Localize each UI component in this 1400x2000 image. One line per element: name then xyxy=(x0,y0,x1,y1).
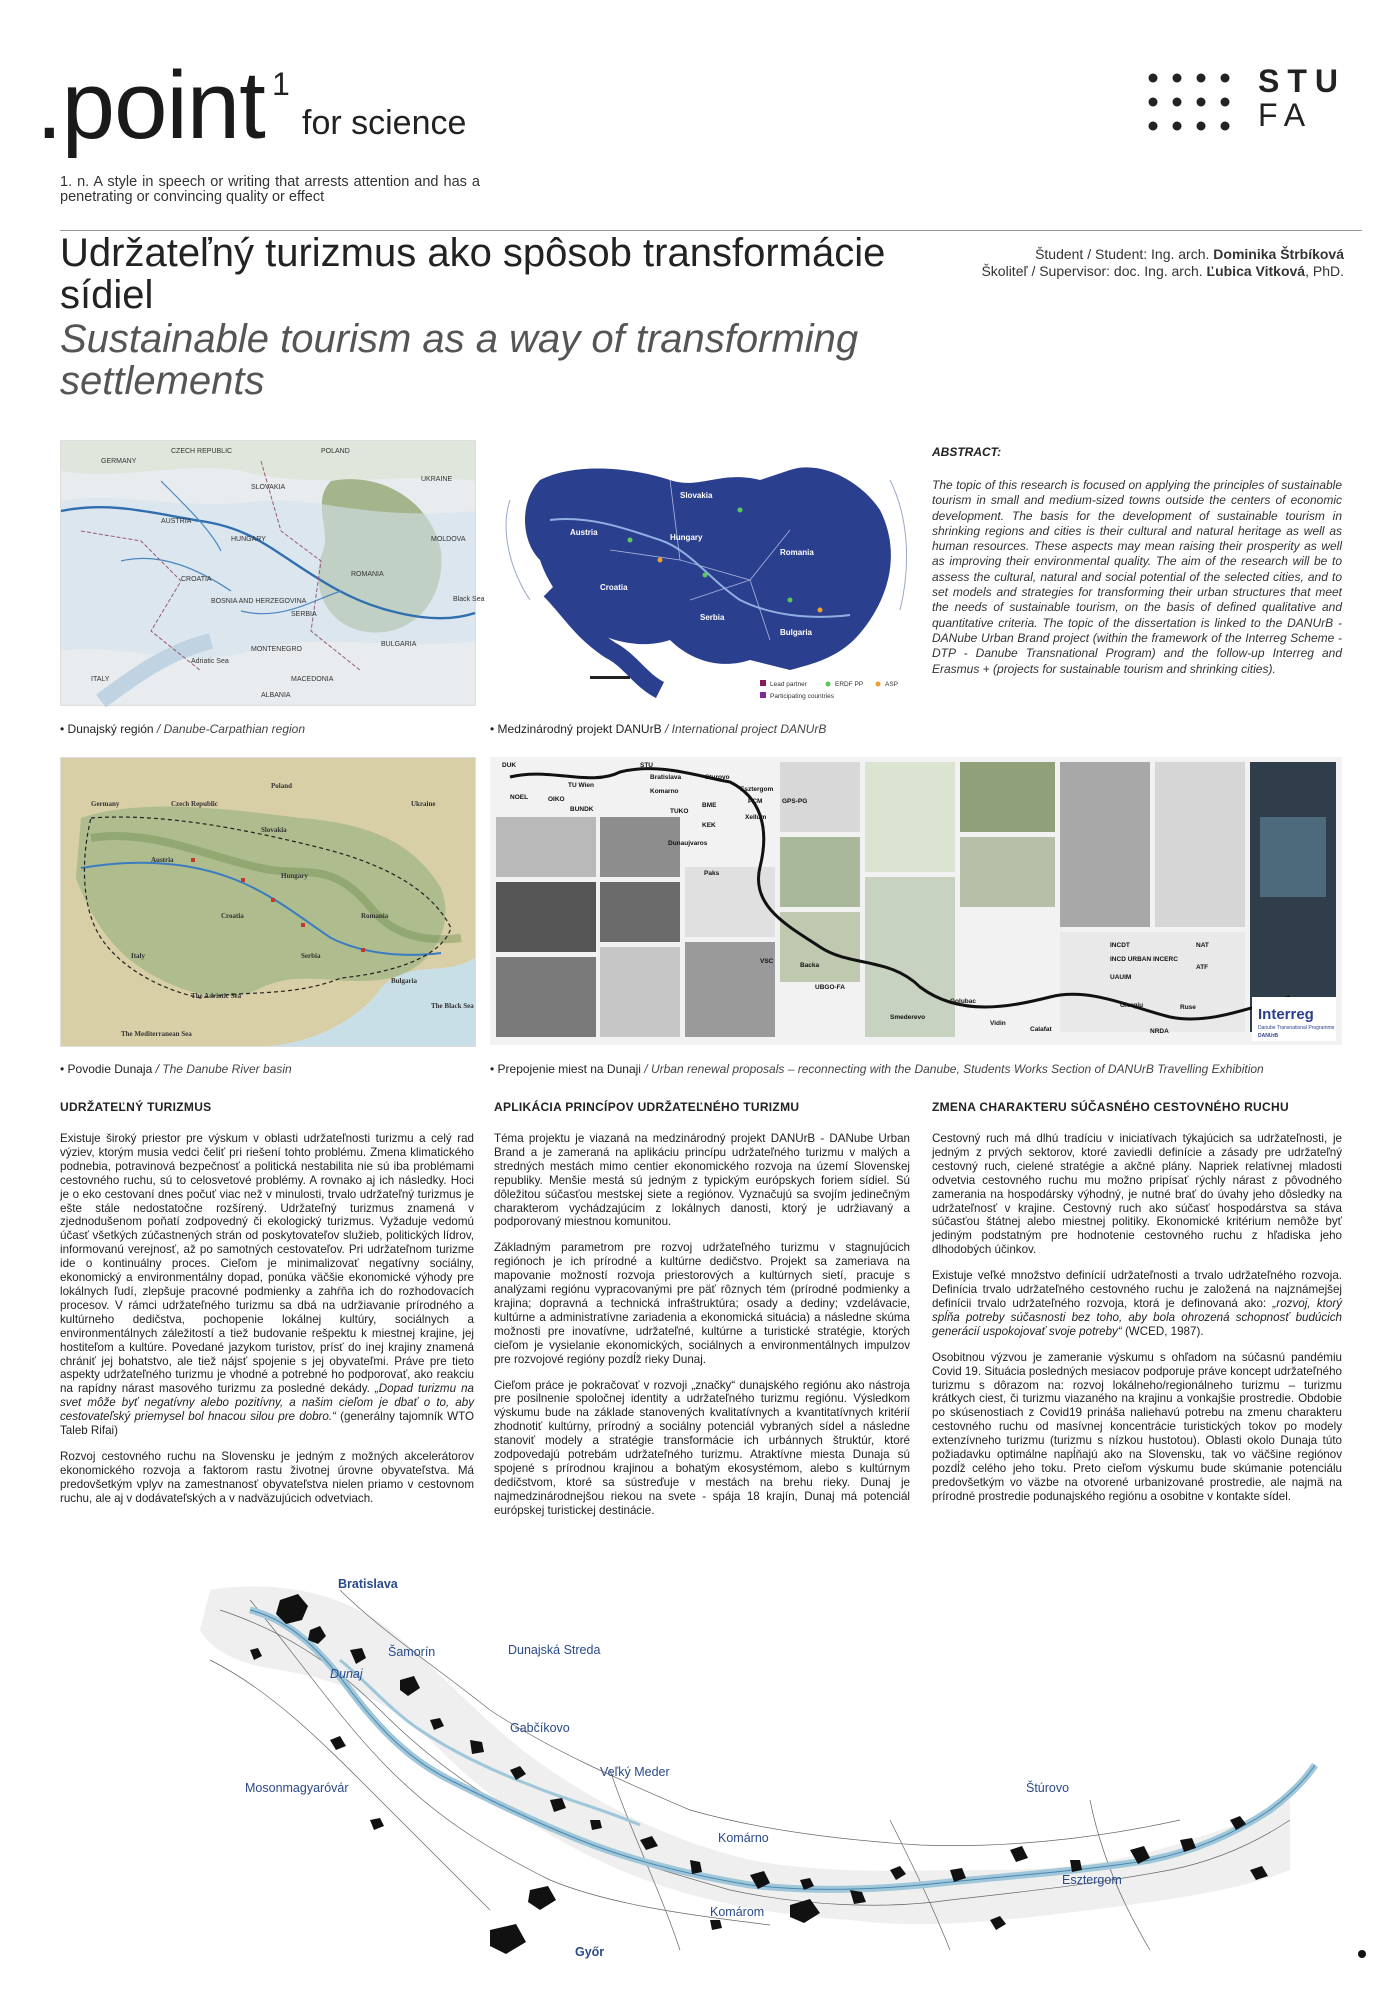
map2-label-serbia: Serbia xyxy=(700,613,725,622)
map3-label-austria: Austria xyxy=(151,856,174,864)
map2-label-austria: Austria xyxy=(570,528,598,537)
map3-label-serbia: Serbia xyxy=(301,952,321,960)
map1-label-czech: CZECH REPUBLIC xyxy=(171,448,233,455)
collage-interreg-danurb: DANUrB xyxy=(1258,1033,1278,1039)
bottom-map-label-dunajska-streda: Dunajská Streda xyxy=(508,1643,601,1657)
col1-paragraph-1 xyxy=(60,1132,474,1438)
map2-legend-countries: Participating countries xyxy=(770,693,834,700)
column-changing-tourism xyxy=(932,1100,1342,1516)
caption-danube-basin xyxy=(60,1062,292,1076)
map1-label-germany: GERMANY xyxy=(101,458,137,465)
collage-tag-giurgiu: Giurgiu xyxy=(1120,1002,1144,1009)
collage-tag-uauim: UAUIM xyxy=(1110,974,1132,981)
bottom-map-label-esztergom: Esztergom xyxy=(1062,1873,1122,1887)
map2-label-bulgaria: Bulgaria xyxy=(780,628,813,637)
col2-body xyxy=(494,1132,910,1518)
map2-label-romania: Romania xyxy=(780,548,814,557)
map3-label-bulgaria: Bulgaria xyxy=(391,977,418,985)
bottom-map-label-gyor: Győr xyxy=(575,1945,605,1959)
danurb-project-map-graphic xyxy=(490,440,920,704)
map3-label-romania: Romania xyxy=(361,912,389,920)
col1-p1-quote: „Dopad turizmu na svet môže byť negatívny alebo pozitívny, a našim cieľom je dbať o to, aby cestovateľský priemysel bol hnacou silou pre dobro.“ xyxy=(60,1382,474,1424)
collage-tag-duk: DUK xyxy=(502,762,517,769)
bottom-map-label-velky-meder: Veľký Meder xyxy=(600,1765,670,1779)
col3-p2-tail: (WCED, 1987). xyxy=(1121,1324,1204,1338)
col3-paragraph-1: Cestovný ruch má dlhú tradíciu v iniciatívach týkajúcich sa udržateľnosti, je jedným z prvých sektorov, ktoré zaviedli definície a zásady pre udržateľný cestovný ruch, cielené stratégie a akčné plány. Napriek relatívnej mladosti odvetvia cestovného ruchu mu možno pripísať rýchly nárast z pôvodného zamerania na hospodársky výhodný, je nutné brať do úvahy jeho dôsledky na udržateľnosť v krajine. Cestovný ruch ako súčasť hospodárstva sa stáva súčasťou štátnej alebo miestnej politiky. Ekonomické kritérium nemôže byť jediným podstatným pre hodnotenie cestovného ruchu z hľadiska jeho dlhodobých účinkov. xyxy=(932,1132,1342,1257)
danube-settlements-map xyxy=(190,1570,1350,1980)
map1-label-ukraine: UKRAINE xyxy=(421,476,453,483)
collage-tag-incd-urban: INCD URBAN INCERC xyxy=(1110,956,1178,963)
collage-tag-backa: Backa xyxy=(800,962,820,969)
collage-tag-atf: ATF xyxy=(1196,964,1209,971)
map3-label-mediterranean: The Mediterranean Sea xyxy=(121,1030,192,1038)
collage-tag-smederevo: Smederevo xyxy=(890,1014,926,1021)
student-line xyxy=(900,246,1344,263)
map1-label-black-sea: Black Sea xyxy=(453,596,485,603)
collage-tag-golubac: Golubac xyxy=(950,998,977,1005)
col3-paragraph-2 xyxy=(932,1269,1342,1339)
bottom-map-label-mosonmagyarovar: Mosonmagyaróvár xyxy=(245,1781,349,1795)
collage-tag-tuwien: TU Wien xyxy=(568,782,594,789)
map3-label-ukraine: Ukraine xyxy=(411,800,436,808)
caption-urban-renewal-sk: • Prepojenie miest na Dunaji xyxy=(490,1062,641,1076)
abstract-text: The topic of this research is focused on applying the principles of sustainable tourism in small and medium-sized towns outside the centers of economic development. The basis for the development of sustainable tourism in shrinking regions and cities is their cultural and natural heritage as well as human resources. These aspects may mean raising their prosperity as well as improving their environmental quality. The aim of the research will be to assess the cultural, natural and social potential of the selected cities, and to set models and strategies for transforming their urban structures that meet the needs of sustainable tourism, on the basis of defined qualitative and quantitative criteria. The topic of the dissertation is linked to the DANUrB - DANube Urban Brand project (within the framework of the Interreg Scheme - DTP - Danube Transnational Program) and the follow-up Interreg and Erasmus + (projects for sustainable tourism and shrinking cities). xyxy=(932,478,1342,676)
map3-label-czech: Czech Republic xyxy=(171,800,218,808)
danube-carpathian-map xyxy=(60,440,485,706)
map1-label-montenegro: MONTENEGRO xyxy=(251,646,302,653)
map2-legend-asp: ASP xyxy=(885,681,899,688)
col1-heading: UDRŽATEĽNÝ TURIZMUS xyxy=(60,1100,212,1114)
corner-dot xyxy=(1358,1950,1366,1958)
stu-logo-line1: STU xyxy=(1258,63,1346,99)
collage-tag-gpspg: GPS-PG xyxy=(782,798,808,805)
collage-tag-bratislava: Bratislava xyxy=(650,774,682,781)
map3-label-hungary: Hungary xyxy=(281,872,308,880)
map1-label-bulgaria: BULGARIA xyxy=(381,641,417,648)
urban-renewal-collage xyxy=(490,757,1342,1045)
collage-tag-ruse: Ruse xyxy=(1180,1004,1196,1011)
stu-fa-logo xyxy=(1258,64,1346,132)
map1-label-moldova: MOLDOVA xyxy=(431,536,466,543)
danube-settlements-map-graphic xyxy=(190,1570,1350,1980)
collage-tag-nrda: NRDA xyxy=(1150,1028,1169,1035)
caption-danube-basin-en: / The Danube River basin xyxy=(152,1062,292,1076)
collage-tag-vidin: Vidin xyxy=(990,1020,1006,1027)
map1-label-bosnia: BOSNIA AND HERZEGOVINA xyxy=(211,598,307,605)
map1-label-albania: ALBANIA xyxy=(261,692,291,699)
collage-tag-pcm: PCM xyxy=(748,798,763,805)
collage-tag-paks: Paks xyxy=(704,870,720,877)
bottom-map-label-sturovo: Štúrovo xyxy=(1026,1781,1070,1795)
collage-tag-calafat: Calafat xyxy=(1030,1026,1052,1033)
caption-danurb-project-en: / International project DANUrB xyxy=(661,722,827,736)
col3-p2-text: Existuje veľké množstvo definícií udržateľnosti a trvalo udržateľného rozvoja. Definícia trvalo udržateľného cestovného ruchu je založená na najznámejšej definícii trvalo udržateľného rozvoja, ktorá je definovaná ako: xyxy=(932,1269,1342,1310)
author-block xyxy=(900,246,1344,280)
map3-label-italy: Italy xyxy=(131,952,145,960)
col3-paragraph-3: Osobitnou výzvou je zameranie výskumu s ohľadom na súčasnú pandémiu Covid 19. Situácia posledných mesiacov podporuje práve koncept udržateľného turizmu s dôrazom na: rozvoj lokálneho/regionálneho turizmu – turizmu krátkych ciest, či turizmu viazaného na krajinu a vonkajšie prostredie. Obdobie po skúsenostiach z Covid19 prináša naliehavú potrebu na zmenu charakteru cestovného ruchu od masívnej koncentrácie turistických tokov po modely extenzívneho turizmu (turizmu s nízkou hustotou). Oblasti okolo Dunaja túto požiadavku optimálne napĺňajú ako na Slovensku, tak vo väčšine regiónov pozdĺž celého jeho toku. Preto cieľom výskumu bude skúmanie potenciálu predovšetkým vo väzbe na otvorené urbanizované prostredie, ale najmä na prírodné prostredie podunajského regiónu a osobitne v kontakte sídel. xyxy=(932,1350,1342,1503)
bottom-map-label-dunaj: Dunaj xyxy=(330,1667,363,1681)
caption-danube-region xyxy=(60,722,305,736)
collage-tag-nat: NAT xyxy=(1196,942,1209,949)
danube-carpathian-map-graphic xyxy=(61,441,485,705)
logo-superscript: 1 xyxy=(272,66,290,102)
map1-label-adriatic: Adriatic Sea xyxy=(191,658,229,665)
danurb-project-map xyxy=(490,440,920,704)
collage-tag-vsc: VSC xyxy=(760,958,774,965)
caption-danurb-project xyxy=(490,722,826,736)
stu-logo-line2: FA xyxy=(1258,97,1314,133)
col3-p2-quote: „rozvoj, ktorý spĺňa potreby súčasnosti bez toho, aby bola ohrozená schopnosť budúcich generácií uspokojovať svoje potreby“ xyxy=(932,1296,1343,1338)
map3-label-slovakia: Slovakia xyxy=(261,826,287,834)
col2-paragraph-2: Základným parametrom pre rozvoj udržateľného turizmu v stagnujúcich regiónoch je ich prírodné a kultúrne dedičstvo. Projekt sa zameriava na mapovanie možností rozvoja priestorových a kultúrnych sietí, pracuje s analýzami regiónu vypracovanými pre päť rôznych tém (prírodné podmienky a krajina; dopravná a technická infraštruktúra; osady a dediny; vzdelávacie, kultúrne a administratívne zariadenia a ekonomická situácia) a následne skúma možnosti pre inovatívne, udržateľné, kultúrne a turistické stratégie, ktorých cieľom je vysielanie ekonomických, sociálnych a environmentálnych impulzov pre rozvojové regióny pozdĺž rieky Dunaj. xyxy=(494,1241,910,1366)
collage-interreg-logo: Interreg xyxy=(1258,1006,1314,1023)
col1-body xyxy=(60,1132,474,1506)
map2-label-hungary: Hungary xyxy=(670,533,703,542)
map3-label-germany: Germany xyxy=(91,800,120,808)
student-label: Študent / Student: Ing. arch. xyxy=(1035,246,1214,262)
danube-basin-map-graphic xyxy=(61,758,475,1046)
danube-basin-map xyxy=(60,757,476,1047)
col1-p1-tail: (generálny tajomník WTO Taleb Rifai) xyxy=(60,1410,474,1438)
map1-label-croatia: CROATIA xyxy=(181,576,212,583)
student-name: Dominika Štrbíková xyxy=(1213,246,1344,262)
map3-label-adriatic: The Adriatic Sea xyxy=(191,992,242,1000)
logo-wordmark: .point xyxy=(36,52,265,159)
caption-urban-renewal-en: / Urban renewal proposals – reconnecting with the Danube, Students Works Section of DANUrB Travelling Exhibition xyxy=(640,1062,1264,1076)
map1-label-romania: ROMANIA xyxy=(351,571,384,578)
collage-tag-bme: BME xyxy=(702,802,717,809)
collage-tag-xellum: Xellum xyxy=(745,814,767,821)
definition-text: 1. n. A style in speech or writing that arrests attention and has a penetrating or convincing quality or effect xyxy=(60,174,480,205)
col3-body xyxy=(932,1132,1342,1504)
supervisor-label: Školiteľ / Supervisor: doc. Ing. arch. xyxy=(981,263,1207,279)
map2-legend-lead: Lead partner xyxy=(770,681,807,688)
caption-danurb-project-sk: • Medzinárodný projekt DANUrB xyxy=(490,722,662,736)
logo-for-science: for science xyxy=(302,104,467,142)
col2-heading: APLIKÁCIA PRINCÍPOV UDRŽATEĽNÉHO TURIZMU xyxy=(494,1100,800,1114)
abstract-heading: ABSTRACT: xyxy=(932,445,1002,459)
map3-label-poland: Poland xyxy=(271,782,293,790)
caption-urban-renewal xyxy=(490,1062,1264,1076)
collage-tag-esztergom: Esztergom xyxy=(740,786,774,793)
supervisor-name: Ľubica Vitková xyxy=(1206,263,1306,279)
column-sustainable-tourism xyxy=(60,1100,474,1518)
col1-paragraph-2: Rozvoj cestovného ruchu na Slovensku je jedným z možných akcelerátorov ekonomického rozvoja a faktorom rastu životnej úrovne obyvateľstva. Má predovšetkým vplyv na zamestnanosť obyvateľstva nielen priamo v cestovnom ruchu, ale aj v dodávateľských a v nadväzujúcich odvetviach. xyxy=(60,1449,474,1505)
caption-danube-region-en: / Danube-Carpathian region xyxy=(153,722,306,736)
collage-tag-bundk: BUNDK xyxy=(570,806,594,813)
map1-label-italy: ITALY xyxy=(91,676,110,683)
collage-tag-komarno: Komarno xyxy=(650,788,679,795)
map3-label-croatia: Croatia xyxy=(221,912,244,920)
collage-tag-dunaujvaros: Dunaujvaros xyxy=(668,840,708,847)
map1-label-hungary: HUNGARY xyxy=(231,536,266,543)
caption-danube-region-sk: • Dunajský región xyxy=(60,722,154,736)
col1-p1-text: Existuje široký priestor pre výskum v oblasti udržateľnosti turizmu a celý rad výziev, ktorým musia vedci čeliť pri riešení tohto problému. Zmena klimatického podnebia, potravinová bezpečnosť a politická nestabilita nie sú iba problémami cestovného ruchu, sú to celosvetové problémy. A rovnako aj ich následky. Hoci je o eko cestovaní dnes počuť viac než v minulosti, trvalo udržateľný turizmus je ešte stále nedostatočne rozšírený. Udržateľný turizmus znamená v zjednodušenom poňatí zodpovedný či ekologický turizmus. Vyžaduje vedomú účasť všetkých zúčastnených strán od poskytovateľov služieb, politických lídrov, informovanú verejnosť, až po samotných cestovateľov. Pri udržateľnom turizme ide o kontinuálny proces. Cieľom je minimalizovať negatívny sociálny, ekonomický a environmentálny dopad, ponúka väčšie ekonomické výhody pre lokálnych ľudí, zlepšuje pracovné podmienky a zahŕňa ich do rozhodovacích procesov. V rámci udržateľného turizmu sa dbá na udržiavanie prírodného a kultúrneho dedičstva, pochopenie lokálnej kultúry, sociálnych a environmentálnych záležitostí a tiež budovanie rešpektu k miestnej krajine, jej hostiteľom a kultúre. Povedané jazykom turistov, prísť do inej krajiny znamená chrániť jej bohatstvo, ale tiež nájsť spojenie s jej obyvateľmi. Práve pre tieto aspekty udržateľného turizmu je vhodné a potrebné ho podporovať, ako reakciu na rapídny nárast masového turizmu za posledné dekády. xyxy=(60,1132,474,1396)
bottom-map-label-bratislava: Bratislava xyxy=(338,1577,398,1591)
column-applying-principles xyxy=(494,1100,910,1530)
collage-tag-sturovo: Sturovo xyxy=(705,774,730,781)
title-slovak: Udržateľný turizmus ako spôsob transformácie sídiel xyxy=(60,231,886,317)
collage-tag-kek: KEK xyxy=(702,822,716,829)
map3-label-black-sea: The Black Sea xyxy=(431,1002,474,1010)
map1-label-austria: AUSTRIA xyxy=(161,518,192,525)
col2-paragraph-3: Cieľom práce je pokračovať v rozvoji „značky“ dunajského regiónu ako nástroja pre posilnenie spoločnej identity a udržateľného turizmu regiónu. Výsledkom výskumu bude na základe stanovených kvalitatívnych a kvantitatívnych kritérií zhodnotiť kultúrny, prírodný a sociálny potenciál vybraných sídel a následne stanoviť modely a stratégie transformácie ich urbánnych štruktúr, ktoré zodpovedajú potrebám udržateľného turizmu. Atraktívne miesta Dunaja sú spojené s prírodnou krajinou a bohatým ekosystémom, alebo s kultúrnym dedičstvom, ktoré sa sústreďuje v mestách na brehu rieky. Dunaj je najmedzinárodnejšou riekou na svete - spája 18 krajín, Dunaj má potenciál európskej turistickej destinácie. xyxy=(494,1378,910,1517)
collage-tag-noel: NOEL xyxy=(510,794,529,801)
bottom-map-label-komarno: Komárno xyxy=(718,1831,769,1845)
urban-renewal-collage-graphic xyxy=(490,757,1342,1045)
map2-label-croatia: Croatia xyxy=(600,583,628,592)
map1-label-slovakia: SLOVAKIA xyxy=(251,484,286,491)
collage-tag-tuko: TUKO xyxy=(670,808,689,815)
map1-label-poland: POLAND xyxy=(321,448,350,455)
bottom-map-label-samorin: Šamorín xyxy=(388,1645,436,1659)
map2-legend-erdf: ERDF PP xyxy=(835,681,864,688)
collage-tag-ubgofa: UBGO-FA xyxy=(815,984,845,991)
col2-paragraph-1: Téma projektu je viazaná na medzinárodný projekt DANUrB - DANube Urban Brand a je zameraná na aplikáciu princípu udržateľného turizmu v malých a stredných mestách mimo centier ekonomického rozvoja na území Slovenskej republiky. Menšie mestá sú jedným z typickým európskych foriem sídiel. Sú dôležitou súčasťou mestskej siete a regiónov. Vyznačujú sa svojím jedinečným charakterom vychádzajúcim z lokálnych danosti, ktorý je udržiavaný a podporovaný miestnou komunitou. xyxy=(494,1132,910,1229)
collage-interreg-programme: Danube Transnational Programme xyxy=(1258,1025,1335,1031)
title-english: Sustainable tourism as a way of transforming settlements xyxy=(60,317,859,403)
map2-label-slovakia: Slovakia xyxy=(680,491,713,500)
map1-label-serbia: SERBIA xyxy=(291,611,317,618)
map1-label-macedonia: MACEDONIA xyxy=(291,676,334,683)
supervisor-suffix: , PhD. xyxy=(1305,263,1344,279)
collage-tag-oiko: OIKO xyxy=(548,796,565,803)
supervisor-line xyxy=(900,263,1344,280)
collage-tag-incdt: INCDT xyxy=(1110,942,1130,949)
stu-dots-logo-icon xyxy=(1145,70,1235,140)
caption-danube-basin-sk: • Povodie Dunaja xyxy=(60,1062,153,1076)
col3-heading: ZMENA CHARAKTERU SÚČASNÉHO CESTOVNÉHO RUCHU xyxy=(932,1100,1289,1114)
collage-tag-stu: STU xyxy=(640,762,653,769)
bottom-map-label-gabcikovo: Gabčíkovo xyxy=(510,1721,570,1735)
bottom-map-label-komarom: Komárom xyxy=(710,1905,765,1919)
